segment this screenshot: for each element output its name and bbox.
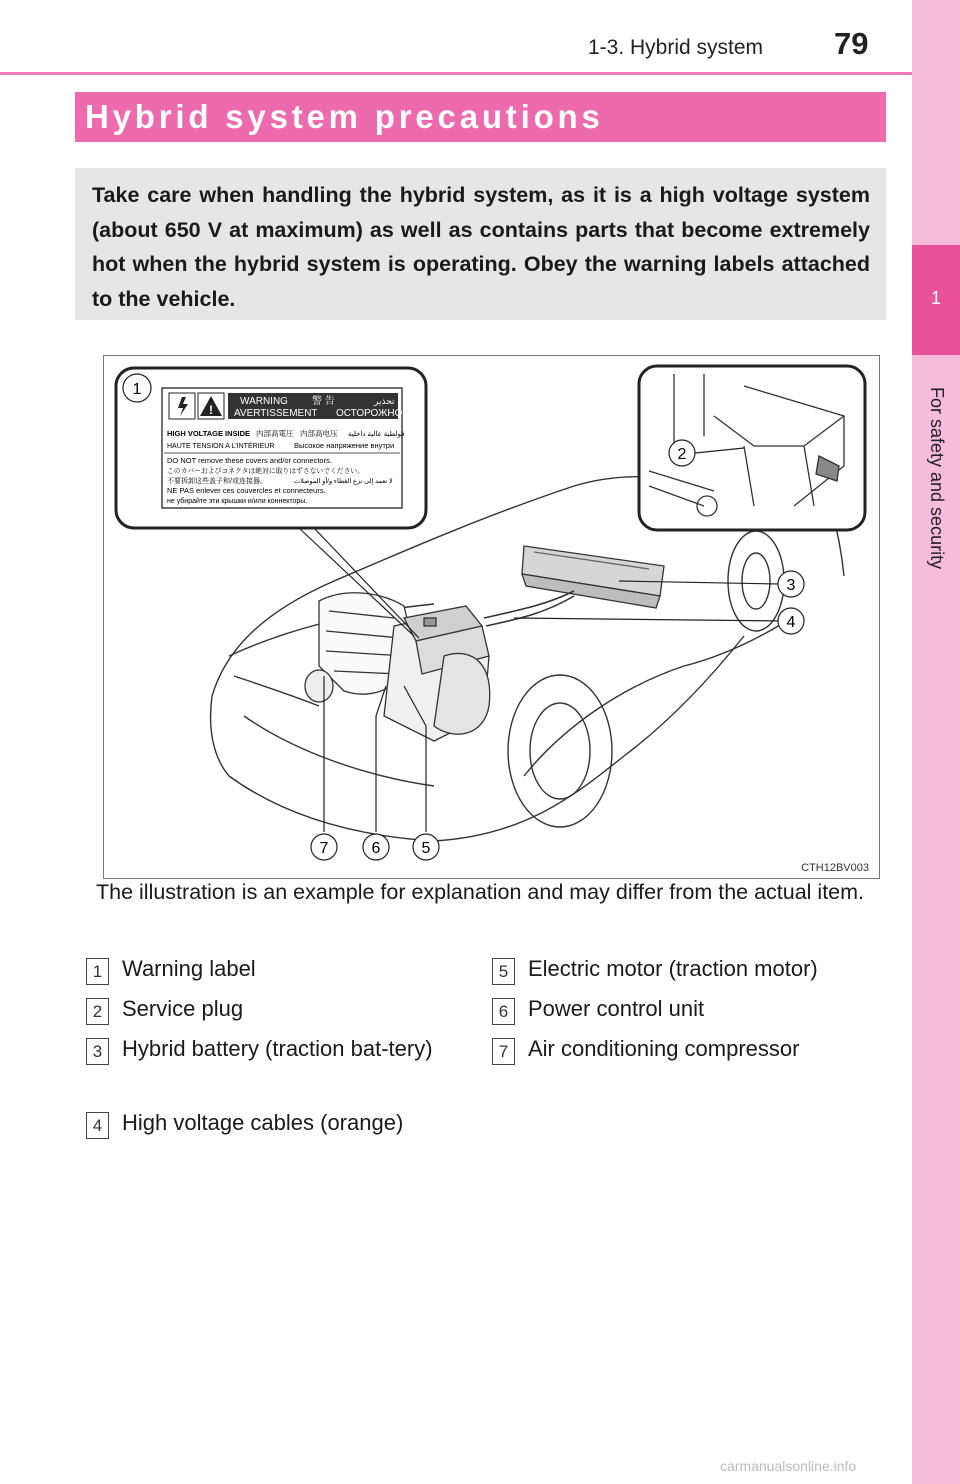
callout-2: 2 bbox=[677, 446, 687, 463]
chapter-title: For safety and security bbox=[927, 387, 947, 570]
figure-caption: The illustration is an example for explanation and may differ from the actual item. bbox=[96, 880, 865, 904]
legend-text-4: High voltage cables (orange) bbox=[122, 1110, 404, 1135]
callout-6: 6 bbox=[371, 840, 381, 857]
svg-text:!: ! bbox=[209, 403, 213, 417]
legend-num-6: 6 bbox=[492, 998, 515, 1025]
label-do-not-ar: لا تعمد إلى نزع الغطاء و/أو الموصلات bbox=[294, 478, 393, 485]
legend-text-1: Warning label bbox=[122, 956, 256, 981]
callouts-bottom bbox=[311, 834, 439, 860]
label-warning: WARNING bbox=[240, 396, 288, 407]
callout-4: 4 bbox=[786, 614, 796, 631]
label-hv-ar: فولطية عالية داخلية bbox=[348, 431, 405, 438]
legend-num-3: 3 bbox=[86, 1038, 109, 1065]
illustration-svg bbox=[104, 356, 879, 878]
label-haute-tension: HAUTE TENSION A L'INTÉRIEUR bbox=[167, 443, 275, 450]
label-warning-cn: 警 告 bbox=[312, 396, 335, 407]
callout-3: 3 bbox=[786, 577, 796, 594]
label-do-not-jp: このカバーおよびコネクタは絶対に取りはずさないでください。 bbox=[167, 468, 364, 475]
label-ne-pas: NE PAS enlever ces couvercles et connecteurs. bbox=[167, 486, 326, 495]
section-title: Hybrid system precautions bbox=[85, 98, 604, 135]
section-label: 1-3. Hybrid system bbox=[588, 36, 764, 59]
callout-5: 5 bbox=[421, 840, 431, 857]
chapter-number: 1 bbox=[930, 288, 941, 308]
footer-watermark: carmanualsonline.info bbox=[720, 1458, 857, 1474]
legend-num-7: 7 bbox=[492, 1038, 515, 1065]
intro-text: Take care when handling the hybrid system, as it is a high voltage system (about 650 V at maximum) as well as contains parts that become extremely hot when the hybrid system is operating. Obey the warning labels attached to the vehicle. bbox=[92, 183, 870, 311]
label-ne-ru: не убирайте эти крышки и/или коннекторы. bbox=[167, 498, 308, 505]
label-ostorozhno: ОСТОРОЖНО bbox=[336, 408, 403, 419]
service-plug-inset bbox=[639, 366, 865, 530]
label-hv-jp: 内部高電圧 bbox=[256, 429, 294, 438]
chapter-side-tab bbox=[912, 0, 960, 1484]
legend-text-3: Hybrid battery (traction bat-tery) bbox=[122, 1036, 433, 1061]
header-rule bbox=[0, 72, 912, 75]
legend-text-6: Power control unit bbox=[528, 996, 705, 1021]
page-number: 79 bbox=[834, 26, 869, 61]
legend-num-2: 2 bbox=[86, 998, 109, 1025]
label-do-not-cn: 不要拆卸这些盖子和/或连接器。 bbox=[167, 478, 267, 485]
legend-text-7: Air conditioning compressor bbox=[528, 1036, 800, 1061]
label-hv-ru: Высокое напряжение внутри bbox=[294, 441, 395, 450]
legend-num-5: 5 bbox=[492, 958, 515, 985]
legend-num-1: 1 bbox=[86, 958, 109, 985]
section-title-bar bbox=[75, 92, 886, 142]
label-do-not: DO NOT remove these covers and/or connectors. bbox=[167, 456, 332, 465]
callout-7: 7 bbox=[319, 840, 329, 857]
hybrid-system-illustration bbox=[103, 355, 880, 879]
intro-box bbox=[75, 168, 886, 320]
figure-code: CTH12BV003 bbox=[801, 862, 869, 874]
hybrid-battery bbox=[522, 546, 664, 608]
label-hv-cn: 内部高电压 bbox=[300, 429, 338, 438]
warning-label-inset bbox=[116, 368, 426, 528]
high-voltage-cables bbox=[484, 591, 574, 626]
legend-text-2: Service plug bbox=[122, 996, 244, 1021]
legend-num-4: 4 bbox=[86, 1112, 109, 1139]
label-warning-ar: تحذير bbox=[374, 396, 395, 406]
callout-1: 1 bbox=[132, 381, 142, 398]
legend-text-5: Electric motor (traction motor) bbox=[528, 956, 818, 981]
label-high-voltage: HIGH VOLTAGE INSIDE bbox=[167, 429, 251, 438]
label-avertissement: AVERTISSEMENT bbox=[234, 408, 318, 419]
